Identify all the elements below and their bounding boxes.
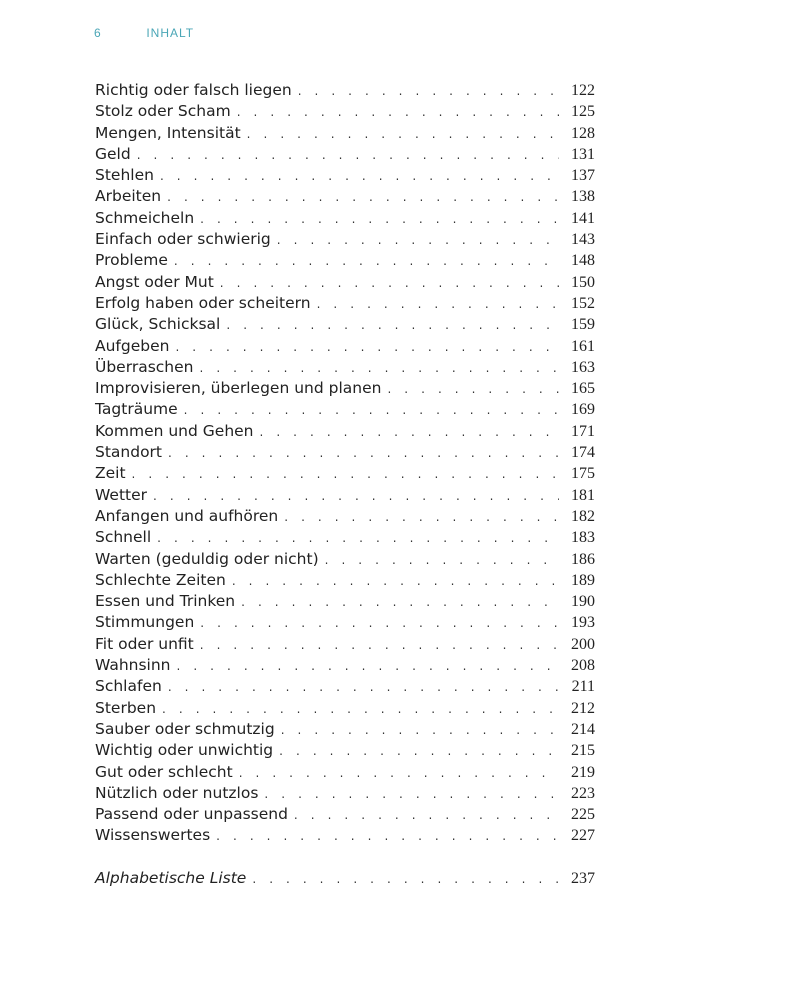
dot-leader xyxy=(237,102,559,123)
toc-entry[interactable] xyxy=(95,80,595,101)
toc-entry-page: 227 xyxy=(571,827,595,845)
dot-leader xyxy=(232,571,559,592)
toc-entry[interactable] xyxy=(95,655,595,676)
toc-entry[interactable] xyxy=(95,144,595,165)
toc-entry-page: 138 xyxy=(571,188,595,206)
toc-entry-title: Angst oder Mut xyxy=(95,272,220,293)
toc-entry[interactable] xyxy=(95,229,595,250)
toc-entry-page: 225 xyxy=(571,806,595,824)
dot-leader xyxy=(177,656,559,677)
page-number: 6 xyxy=(94,26,102,40)
toc-entry-page: 150 xyxy=(571,273,595,291)
toc-entry[interactable] xyxy=(95,612,595,633)
toc-entry-title: Arbeiten xyxy=(95,186,167,207)
toc-entry[interactable] xyxy=(95,314,595,335)
toc-entry-title: Richtig oder falsch liegen xyxy=(95,80,298,101)
toc-entry-title: Schmeicheln xyxy=(95,208,200,229)
dot-leader xyxy=(264,784,559,805)
toc-entry[interactable] xyxy=(95,676,595,697)
toc-entry-page: 200 xyxy=(571,635,595,653)
section-title: INHALT xyxy=(146,26,195,40)
toc-entry-title: Essen und Trinken xyxy=(95,591,241,612)
dot-leader xyxy=(137,145,559,166)
toc-entry-title: Sterben xyxy=(95,698,162,719)
toc-entry-page: 223 xyxy=(571,784,595,802)
dot-leader xyxy=(175,337,559,358)
toc-entry-title: Schlafen xyxy=(95,676,168,697)
toc-entry-title: Wichtig oder unwichtig xyxy=(95,740,279,761)
dot-leader xyxy=(157,528,559,549)
toc-entry-title: Wissenswertes xyxy=(95,825,216,846)
toc-entry[interactable] xyxy=(95,549,595,570)
toc-entry-page: 131 xyxy=(571,145,595,163)
dot-leader xyxy=(247,124,559,145)
toc-entry[interactable] xyxy=(95,442,595,463)
toc-entry-title: Tagträume xyxy=(95,399,184,420)
toc-entry-title: Erfolg haben oder scheitern xyxy=(95,293,317,314)
toc-entry[interactable] xyxy=(95,101,595,122)
toc-entry[interactable] xyxy=(95,762,595,783)
toc-entry[interactable] xyxy=(95,336,595,357)
toc-entry[interactable] xyxy=(95,634,595,655)
dot-leader xyxy=(284,507,559,528)
toc-entry-title: Kommen und Gehen xyxy=(95,421,260,442)
toc-entry-page: 141 xyxy=(571,209,595,227)
toc-entry-title: Schnell xyxy=(95,527,157,548)
toc-entry-page: 163 xyxy=(571,358,595,376)
dot-leader xyxy=(279,741,559,762)
toc-entry-title: Anfangen und aufhören xyxy=(95,506,284,527)
toc-entry[interactable] xyxy=(95,357,595,378)
toc-entry[interactable] xyxy=(95,123,595,144)
toc-entry[interactable] xyxy=(95,506,595,527)
dot-leader xyxy=(168,443,559,464)
toc-entry-title: Fit oder unfit xyxy=(95,634,200,655)
dot-leader xyxy=(153,486,559,507)
toc-entry-page: 183 xyxy=(571,529,595,547)
toc-entry[interactable] xyxy=(95,527,595,548)
toc-entry-title: Stehlen xyxy=(95,165,160,186)
dot-leader xyxy=(132,464,559,485)
toc-entry-page: 169 xyxy=(571,401,595,419)
dot-leader xyxy=(325,550,559,571)
toc-entry-page: 237 xyxy=(571,869,595,887)
toc-entry[interactable] xyxy=(95,250,595,271)
toc-entry[interactable] xyxy=(95,825,595,846)
toc-entry-page: 186 xyxy=(571,550,595,568)
toc-entry[interactable] xyxy=(95,719,595,740)
toc-entry[interactable] xyxy=(95,570,595,591)
dot-leader xyxy=(167,187,559,208)
table-of-contents xyxy=(95,80,595,889)
toc-entry-title: Warten (geduldig oder nicht) xyxy=(95,549,325,570)
dot-leader xyxy=(281,720,559,741)
toc-entry-page: 171 xyxy=(571,422,595,440)
toc-entry[interactable] xyxy=(95,186,595,207)
toc-entry[interactable] xyxy=(95,485,595,506)
toc-entry[interactable] xyxy=(95,399,595,420)
toc-entry-title: Improvisieren, überlegen und planen xyxy=(95,378,387,399)
toc-entry-page: 152 xyxy=(571,294,595,312)
toc-entry[interactable] xyxy=(95,463,595,484)
toc-entry-title: Standort xyxy=(95,442,168,463)
dot-leader xyxy=(174,251,559,272)
toc-entry[interactable] xyxy=(95,208,595,229)
toc-entry-page: 189 xyxy=(571,571,595,589)
toc-entry-page: 148 xyxy=(571,252,595,270)
toc-entry-page: 181 xyxy=(571,486,595,504)
toc-entry-title: Sauber oder schmutzig xyxy=(95,719,281,740)
dot-leader xyxy=(387,379,559,400)
toc-entry-title: Einfach oder schwierig xyxy=(95,229,277,250)
toc-entry-page: 128 xyxy=(571,124,595,142)
dot-leader xyxy=(200,613,559,634)
toc-entry-title: Passend oder unpassend xyxy=(95,804,294,825)
toc-entry-page: 122 xyxy=(571,82,595,99)
dot-leader xyxy=(168,677,559,698)
toc-entry[interactable] xyxy=(95,783,595,804)
dot-leader xyxy=(184,400,559,421)
toc-entry-title: Wahnsinn xyxy=(95,655,177,676)
toc-entry-page: 125 xyxy=(571,103,595,121)
dot-leader xyxy=(241,592,559,613)
toc-entry-title: Gut oder schlecht xyxy=(95,762,239,783)
toc-entry-page: 174 xyxy=(571,444,595,462)
toc-entry-title: Aufgeben xyxy=(95,336,175,357)
dot-leader xyxy=(200,635,559,656)
dot-leader xyxy=(199,358,559,379)
toc-entry-title: Alphabetische Liste xyxy=(95,868,252,889)
toc-entry[interactable] xyxy=(95,740,595,761)
toc-entry-page: 143 xyxy=(571,231,595,249)
toc-entry-title: Nützlich oder nutzlos xyxy=(95,783,264,804)
dot-leader xyxy=(317,294,559,315)
toc-entry[interactable] xyxy=(95,591,595,612)
toc-entry-title: Zeit xyxy=(95,463,132,484)
toc-entry-page: 212 xyxy=(571,699,595,717)
toc-entry[interactable] xyxy=(95,421,595,442)
toc-entry-page: 211 xyxy=(571,678,595,696)
toc-entry-title: Glück, Schicksal xyxy=(95,314,226,335)
toc-entry-title: Mengen, Intensität xyxy=(95,123,247,144)
toc-entry-page: 161 xyxy=(571,337,595,355)
dot-leader xyxy=(260,422,559,443)
toc-entry-page: 159 xyxy=(571,316,595,334)
toc-entry-title: Probleme xyxy=(95,250,174,271)
dot-leader xyxy=(216,826,559,847)
dot-leader xyxy=(226,315,559,336)
toc-entry-page: 219 xyxy=(571,763,595,781)
toc-entry-title: Schlechte Zeiten xyxy=(95,570,232,591)
dot-leader xyxy=(162,699,559,720)
toc-entry-title: Überraschen xyxy=(95,357,199,378)
toc-entry-page: 165 xyxy=(571,380,595,398)
toc-entry-title: Stimmungen xyxy=(95,612,200,633)
dot-leader xyxy=(200,209,559,230)
dot-leader xyxy=(294,805,559,826)
dot-leader xyxy=(239,763,559,784)
toc-entry-page: 214 xyxy=(571,720,595,738)
toc-entry-title: Stolz oder Scham xyxy=(95,101,237,122)
toc-entry[interactable] xyxy=(95,378,595,399)
toc-entry[interactable] xyxy=(95,804,595,825)
toc-entry[interactable] xyxy=(95,272,595,293)
running-header xyxy=(94,26,194,40)
toc-entry-page: 190 xyxy=(571,593,595,611)
toc-entry-page: 215 xyxy=(571,742,595,760)
dot-leader xyxy=(220,273,559,294)
toc-entry[interactable] xyxy=(95,698,595,719)
dot-leader xyxy=(298,81,559,102)
dot-leader xyxy=(252,869,559,890)
toc-entry-page: 193 xyxy=(571,614,595,632)
toc-entry-page: 182 xyxy=(571,507,595,525)
toc-entry-appendix[interactable] xyxy=(95,868,595,889)
toc-entry[interactable] xyxy=(95,165,595,186)
toc-entry-title: Wetter xyxy=(95,485,153,506)
toc-entry-page: 137 xyxy=(571,167,595,185)
toc-entry-page: 175 xyxy=(571,465,595,483)
dot-leader xyxy=(160,166,559,187)
dot-leader xyxy=(277,230,559,251)
toc-entry[interactable] xyxy=(95,293,595,314)
toc-entry-title: Geld xyxy=(95,144,137,165)
toc-entry-page: 208 xyxy=(571,657,595,675)
